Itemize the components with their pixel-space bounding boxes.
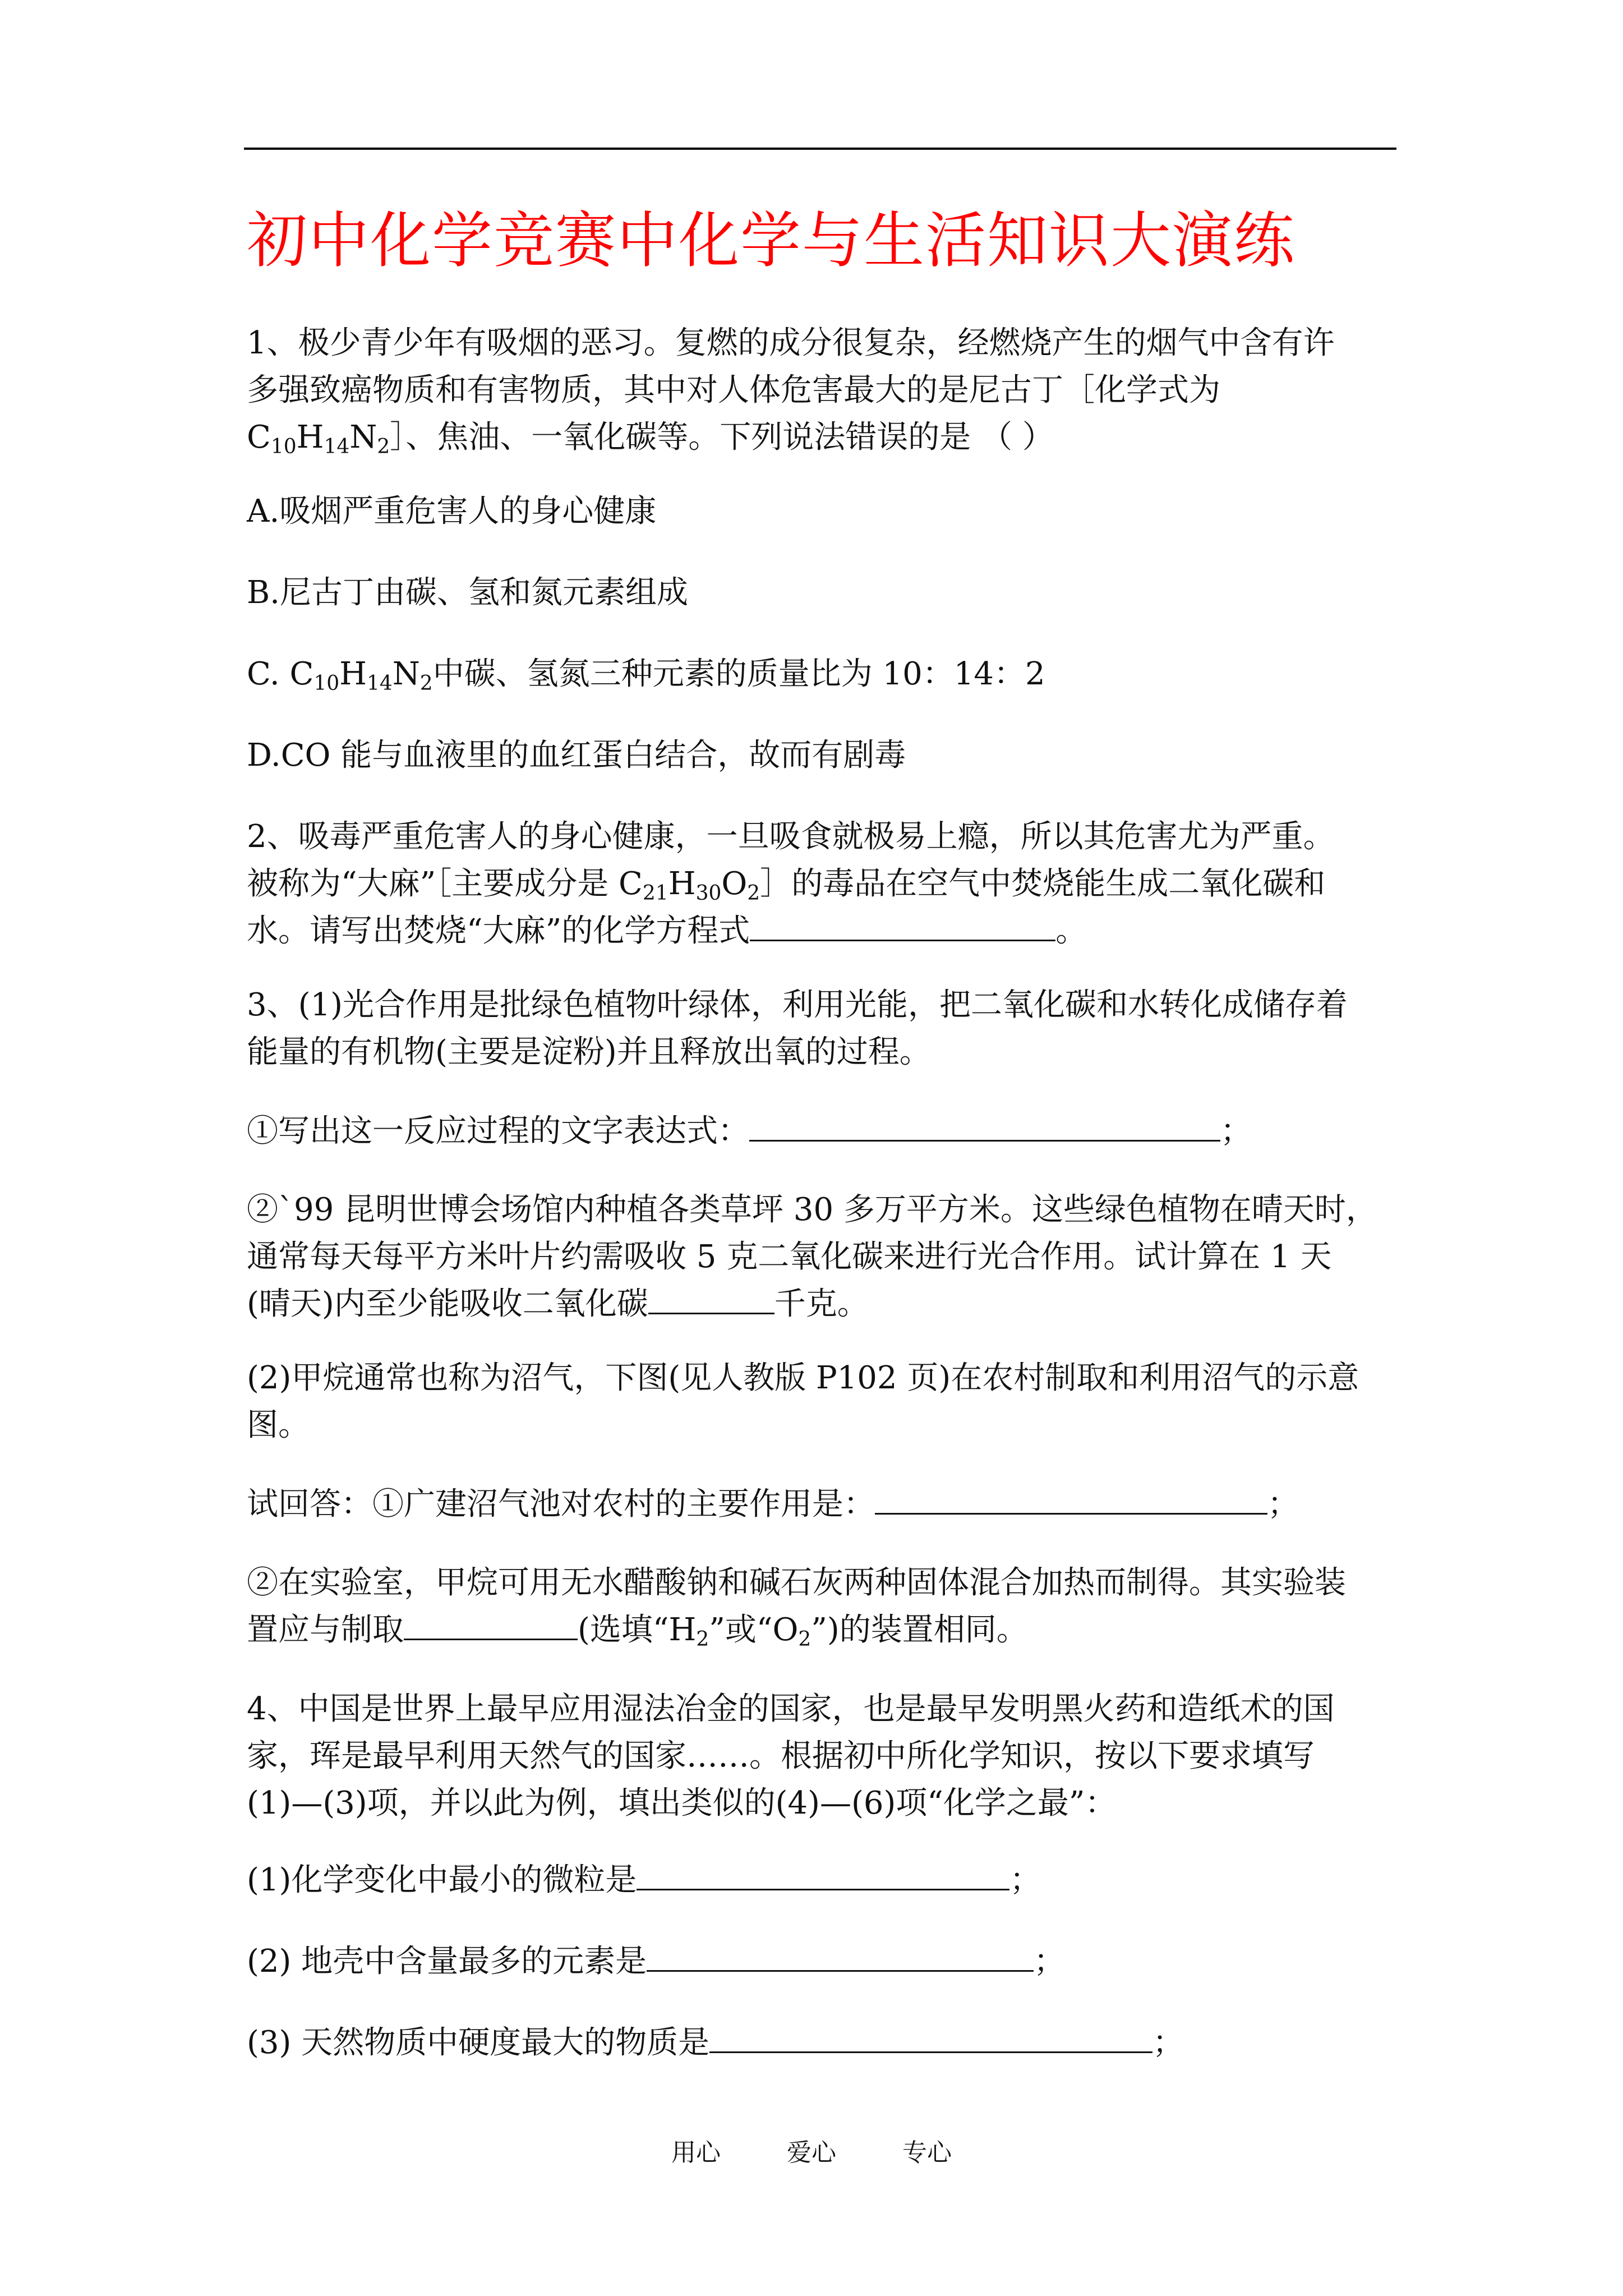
answer-blank[interactable] [709, 2020, 1152, 2053]
q3-part-1-end: ； [1220, 1113, 1252, 1149]
q4-item-3-end: ； [1152, 2024, 1184, 2061]
q1-option-b: B.尼古丁由碳、氢和氮元素组成 [247, 574, 688, 611]
q3-part-2-line-3 [247, 1281, 1396, 1328]
answer-blank[interactable] [647, 1939, 1034, 1972]
formula-n: N [349, 419, 377, 455]
answer-blank[interactable] [750, 908, 1055, 941]
q3-line-2: 能量的有机物(主要是淀粉)并且释放出氧的过程。 [247, 1034, 931, 1070]
formula-n: N [392, 656, 420, 692]
answer-blank[interactable] [648, 1281, 774, 1314]
q4-item-3 [247, 2019, 1396, 2067]
q3-section-2-line-1: (2)甲烷通常也称为沼气，下图(见人教版 P102 页)在农村制取和利用沼气的示意 [247, 1360, 1359, 1396]
q4-item-2 [247, 1938, 1396, 1985]
q2-line-2 [247, 861, 1396, 908]
formula-h: H [296, 419, 324, 455]
q2-line-1: 2、吸毒严重危害人的身心健康，一旦吸食就极易上瘾，所以其危害尤为严重。 [247, 818, 1335, 855]
q3-answer-2-mid-2: ”或“O [709, 1612, 799, 1648]
subscript: 2 [798, 1628, 811, 1651]
q4-line-1: 4、中国是世界上最早应用湿法冶金的国家，也是最早发明黑火药和造纸术的国 [247, 1691, 1335, 1727]
subscript: 2 [747, 882, 760, 905]
subscript: 30 [695, 882, 722, 905]
q3-part-2-line-3-text: (晴天)内至少能吸收二氧化碳 [247, 1286, 648, 1322]
q4-item-1-end: ； [1009, 1862, 1041, 1898]
question-1 [247, 320, 1396, 461]
formula-c: C [247, 419, 271, 455]
q3-answer-2-line-2 [247, 1607, 1396, 1654]
q1-line-2: 多强致癌物质和有害物质，其中对人体危害最大的是尼古丁［化学式为 [247, 372, 1220, 408]
q2-line-3-text: 水。请写出焚烧“大麻”的化学方程式 [247, 913, 750, 949]
subscript: 10 [313, 672, 340, 695]
q3-answer-1-end: ； [1267, 1486, 1299, 1522]
q3-answer-1 [247, 1481, 1396, 1528]
page-footer [0, 2136, 1623, 2170]
answer-blank[interactable] [875, 1481, 1267, 1515]
q1-option-c [247, 651, 1396, 698]
document-title: 初中化学竞赛中化学与生活知识大演练 [247, 206, 1296, 276]
formula-h: H [668, 866, 696, 902]
subscript: 14 [324, 435, 350, 458]
q2-line-2-pre: 被称为“大麻”［主要成分是 C [247, 866, 643, 902]
q2-line-2-tail: ］的毒品在空气中焚烧能生成二氧化碳和 [760, 866, 1326, 902]
footer-text-3: 专心 [902, 2138, 952, 2167]
q3-answer-2-line-1: ②在实验室，甲烷可用无水醋酸钠和碱石灰两种固体混合加热而制得。其实验装 [247, 1565, 1346, 1601]
q4-line-3: (1)—(3)项，并以此为例，填出类似的(4)—(6)项“化学之最”： [247, 1785, 1117, 1821]
subscript: 2 [377, 435, 390, 458]
subscript: 2 [419, 672, 433, 695]
q3-answer-2 [247, 1559, 1396, 1654]
answer-blank[interactable] [637, 1857, 1009, 1890]
subscript: 10 [270, 435, 297, 458]
q3-part-1 [247, 1108, 1396, 1155]
answer-blank[interactable] [749, 1108, 1220, 1142]
formula-o: O [721, 866, 748, 902]
option-c-prefix: C. C [247, 656, 314, 692]
q3-section-2 [247, 1355, 1396, 1449]
q4-line-2: 家，珲是最早利用天然气的国家……。根据初中所化学知识，按以下要求填写 [247, 1738, 1315, 1774]
q4-item-1 [247, 1857, 1396, 1904]
q4-item-1-text: (1)化学变化中最小的微粒是 [247, 1862, 637, 1898]
q4-item-2-end: ； [1034, 1943, 1066, 1980]
q4-item-3-text: (3) 天然物质中硬度最大的物质是 [247, 2024, 710, 2061]
q3-part-2-line-2: 通常每天每平方米叶片约需吸收 5 克二氧化碳来进行光合作用。试计算在 1 天 [247, 1239, 1332, 1275]
q3-answer-2-end: ”)的装置相同。 [811, 1612, 1028, 1648]
q1-line-1: 1、极少青少年有吸烟的恶习。复燃的成分很复杂，经燃烧产生的烟气中含有许 [247, 325, 1335, 361]
q3-answer-2-line-2-text: 置应与制取 [247, 1612, 404, 1648]
subscript: 14 [366, 672, 393, 695]
subscript: 2 [696, 1628, 709, 1651]
q3-answer-1-text: 试回答：①广建沼气池对农村的主要作用是： [247, 1486, 875, 1522]
q1-line-3 [247, 414, 1396, 461]
subscript: 21 [642, 882, 668, 905]
q2-line-3-end: 。 [1055, 913, 1087, 949]
q3-line-1: 3、(1)光合作用是批绿色植物叶绿体，利用光能，把二氧化碳和水转化成储存着 [247, 987, 1348, 1023]
q3-answer-2-mid: (选填“H [578, 1612, 697, 1648]
q1-option-a: A.吸烟严重危害人的身心健康 [247, 493, 657, 530]
q3-part-1-text: ①写出这一反应过程的文字表达式： [247, 1113, 749, 1149]
answer-blank[interactable] [404, 1607, 578, 1640]
q1-line-3-text: ］、焦油、一氧化碳等。下列说法错误的是 （ ） [390, 419, 1054, 455]
footer-text-2: 爱心 [787, 2138, 836, 2167]
q3-part-2-line-1: ②`99 昆明世博会场馆内种植各类草坪 30 多万平方米。这些绿色植物在晴天时， [247, 1191, 1377, 1228]
q3-section-2-line-2: 图。 [247, 1407, 310, 1443]
question-3 [247, 982, 1396, 1076]
q4-item-2-text: (2) 地壳中含量最多的元素是 [247, 1943, 647, 1980]
q3-part-2 [247, 1186, 1396, 1328]
q1-option-d: D.CO 能与血液里的血红蛋白结合，故而有剧毒 [247, 737, 906, 774]
footer-text-1: 用心 [671, 2138, 721, 2167]
question-4 [247, 1686, 1396, 1827]
option-c-text: 中碳、氢氮三种元素的质量比为 10：14：2 [432, 656, 1045, 692]
question-2 [247, 813, 1396, 955]
q3-part-2-line-3-end: 千克。 [774, 1286, 869, 1322]
formula-h: H [339, 656, 367, 692]
header-rule [244, 148, 1396, 150]
q2-line-3 [247, 908, 1396, 955]
